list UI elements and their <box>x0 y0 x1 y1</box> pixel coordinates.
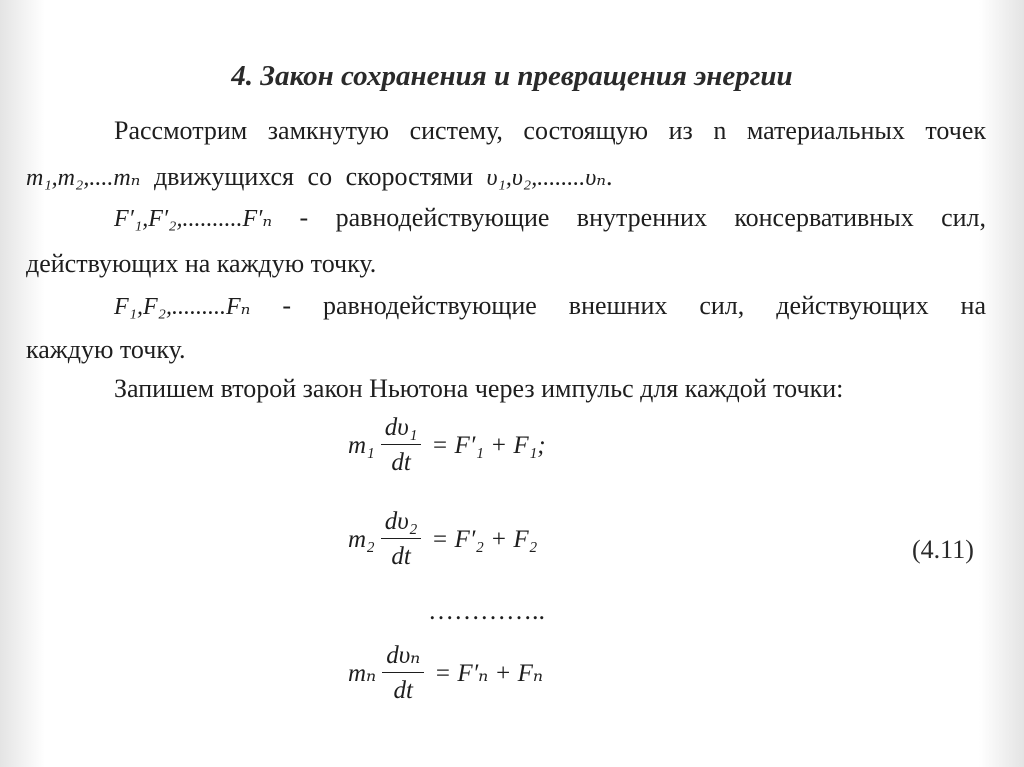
equation-n-mass: mₙ <box>348 659 377 687</box>
paragraph-internal-forces <box>26 195 986 242</box>
internal-forces-formula: F′₁,F′₂,..........F′ₙ <box>114 206 273 232</box>
masses-formula: m₁,m₂,....mₙ <box>26 165 141 191</box>
newton-text: Запишем второй закон Ньютона через импульс для каждой точки: <box>114 374 844 403</box>
paragraph-system <box>26 108 986 201</box>
equation-2-fraction <box>381 508 422 571</box>
equation-number: (4.11) <box>912 535 974 564</box>
equation-2 <box>348 508 537 571</box>
equation-n-rhs: = F′ₙ + Fₙ <box>434 659 544 687</box>
section-title: 4. Закон сохранения и превращения энергии <box>231 60 793 92</box>
paragraph-system-text2: движущихся со скоростями <box>153 162 473 191</box>
paragraph-external-forces <box>26 283 986 330</box>
equation-1 <box>348 414 546 477</box>
equation-n <box>348 640 543 705</box>
equation-n-denominator: dt <box>393 677 413 704</box>
equation-1-rhs: = F′₁ + F₁; <box>431 431 546 459</box>
equation-2-numerator: dυ₂ <box>384 508 418 535</box>
internal-forces-text: - равнодействующие внутренних консервативных сил, <box>272 203 986 232</box>
paragraph-system-text: Рассмотрим замкнутую систему, состоящую из n материальных точек <box>114 116 986 145</box>
equation-2-denominator: dt <box>391 543 411 570</box>
paragraph-system-end: . <box>606 162 613 191</box>
equation-2-rhs: = F′₂ + F₂ <box>431 525 538 553</box>
equation-1-numerator: dυ₁ <box>384 414 418 441</box>
velocities-formula: υ₁,υ₂,........υₙ <box>486 165 606 191</box>
external-forces-formula: F₁,F₂,.........Fₙ <box>114 294 251 320</box>
paragraph-newton <box>26 366 986 412</box>
equation-n-numerator: dυₙ <box>386 642 421 669</box>
equation-1-mass: m₁ <box>348 431 375 459</box>
equation-2-mass: m₂ <box>348 525 375 553</box>
equation-1-fraction <box>381 414 422 477</box>
ellipsis-row: ………….. <box>428 596 545 625</box>
equation-1-denominator: dt <box>391 449 411 476</box>
paragraph-external-forces-line2: каждую точку. <box>26 335 186 364</box>
external-forces-text: - равнодействующие внешних сил, действующих на <box>250 291 986 320</box>
equation-n-fraction <box>382 640 424 705</box>
paragraph-internal-forces-line2: действующих на каждую точку. <box>26 249 377 278</box>
